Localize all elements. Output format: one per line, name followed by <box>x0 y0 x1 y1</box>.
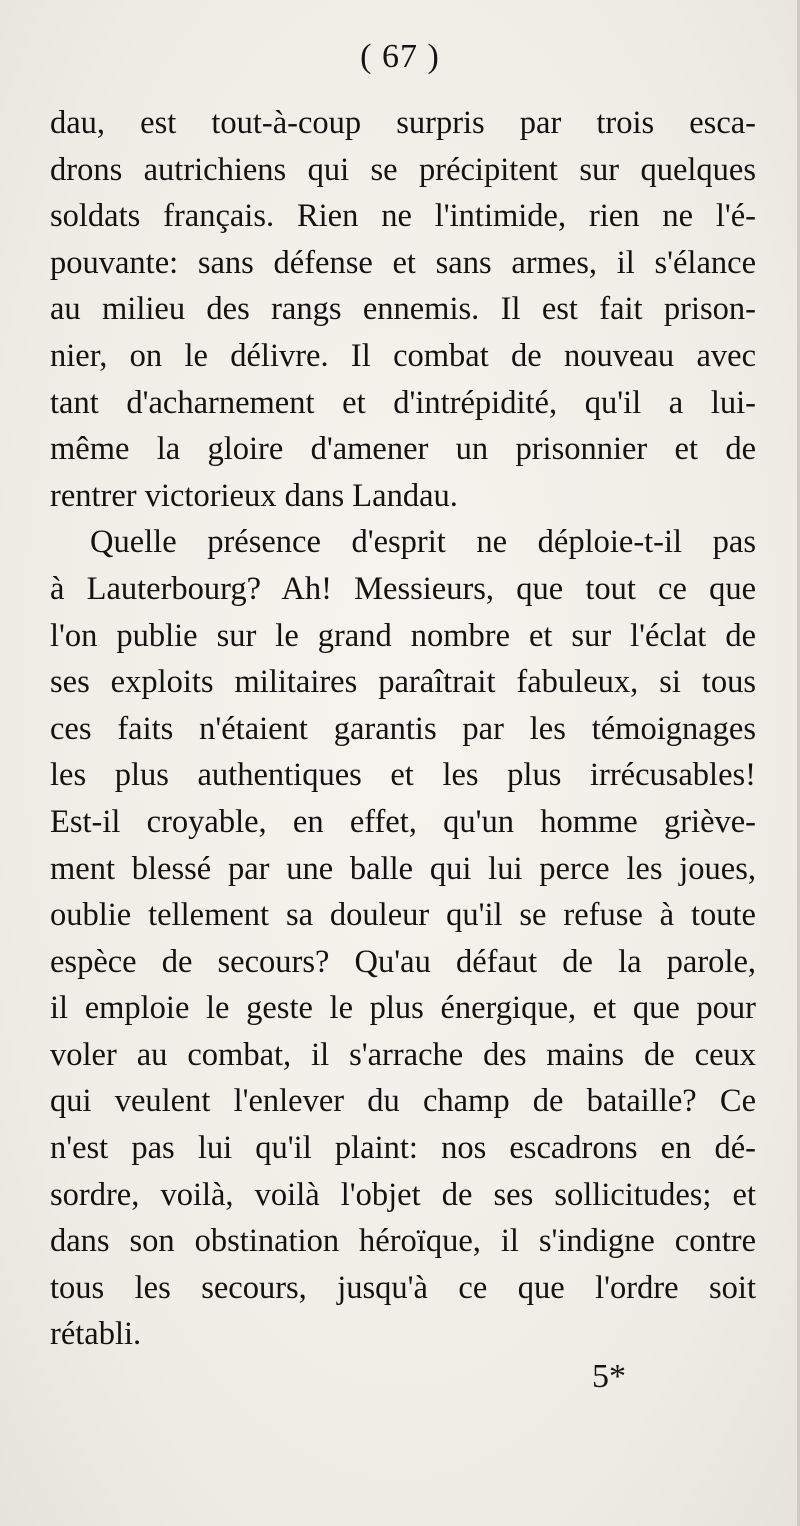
text-line: les plus authentiques et les plus irrécusables! <box>50 757 756 794</box>
text-line: même la gloire d'amener un prisonnier et de <box>50 431 756 468</box>
text-line: pouvante: sans défense et sans armes, il s'élance <box>50 244 756 281</box>
text-line: ses exploits militaires paraîtrait fabuleux, si tous <box>50 664 756 701</box>
text-line: au milieu des rangs ennemis. Il est fait prison- <box>50 291 756 328</box>
text-line: qui veulent l'enlever du champ de bataille? Ce <box>50 1083 756 1120</box>
text-line: sordre, voilà, voilà l'objet de ses sollicitudes; et <box>50 1176 756 1213</box>
text-line: dans son obstination héroïque, il s'indigne contre <box>50 1223 756 1260</box>
text-line: rentrer victorieux dans Landau. <box>50 477 458 514</box>
text-line: dau, est tout-à-coup surpris par trois esca- <box>50 105 756 141</box>
text-line: tous les secours, jusqu'à ce que l'ordre soit <box>50 1269 756 1306</box>
signature-mark: 5* <box>592 1358 626 1395</box>
text-line: ces faits n'étaient garantis par les témoignages <box>50 710 756 747</box>
text-line: drons autrichiens qui se précipitent sur quelques <box>50 151 756 188</box>
text-line: nier, on le délivre. Il combat de nouveau avec <box>50 337 756 374</box>
text-line: soldats français. Rien ne l'intimide, rien ne l'é- <box>50 198 756 235</box>
text-line: tant d'acharnement et d'intrépidité, qu'il a lui- <box>50 384 756 421</box>
text-line: il emploie le geste le plus énergique, et que pour <box>50 990 756 1027</box>
text-line: n'est pas lui qu'il plaint: nos escadrons en dé- <box>50 1130 756 1167</box>
text-line: Quelle présence d'esprit ne déploie-t-il pas <box>90 524 756 561</box>
text-line: oublie tellement sa douleur qu'il se refuse à toute <box>50 897 756 934</box>
text-line: voler au combat, il s'arrache des mains de ceux <box>50 1036 756 1073</box>
text-line: ment blessé par une balle qui lui perce les joues, <box>50 850 756 887</box>
text-line: Est-il croyable, en effet, qu'un homme griève- <box>50 803 756 840</box>
text-line: rétabli. <box>50 1316 142 1353</box>
text-line: espèce de secours? Qu'au défaut de la parole, <box>50 943 756 980</box>
text-line: à Lauterbourg? Ah! Messieurs, que tout ce que <box>50 570 756 607</box>
body-text <box>50 100 756 1358</box>
page-number-header: ( 67 ) <box>360 38 440 75</box>
text-line: l'on publie sur le grand nombre et sur l'éclat de <box>50 617 756 654</box>
